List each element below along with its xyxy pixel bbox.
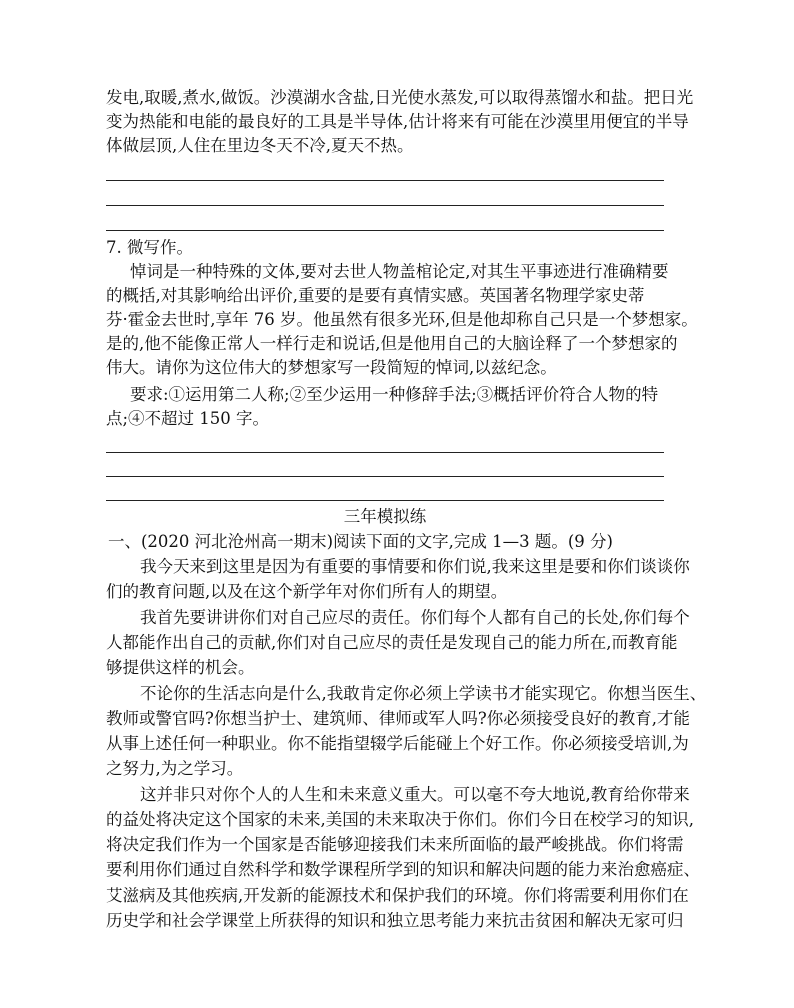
passage-line: 这并非只对你个人的人生和未来意义重大。可以毫不夸大地说,教育给你带来 — [140, 785, 690, 804]
intro-line-2: 变为热能和电能的最良好的工具是半导体,估计将来有可能在沙漠里用便宜的半导 — [106, 112, 689, 131]
q7-body-line: 芬·霍金去世时,享年 76 岁。他虽然有很多光环,但是他却称自己只是一个梦想家。 — [106, 310, 698, 329]
passage-line: 的益处将决定这个国家的未来,美国的未来取决于你们。你们今日在校学习的知识, — [106, 810, 694, 829]
passage-line: 人都能作出自己的贡献,你们对自己应尽的责任是发现自己的能力所在,而教育能 — [106, 633, 678, 652]
q7-body-line: 悼词是一种特殊的文体,要对去世人物盖棺论定,对其生平事迹进行准确精要 — [130, 262, 669, 281]
passage-line: 之努力,为之学习。 — [106, 759, 244, 778]
answer-line — [106, 500, 664, 501]
passage-line: 将决定我们作为一个国家是否能够迎接我们未来所面临的最严峻挑战。你们将需 — [106, 835, 684, 854]
answer-line — [106, 180, 664, 181]
part1-heading: 一、(2020 河北沧州高一期末)阅读下面的文字,完成 1—3 题。(9 分) — [108, 532, 613, 551]
question-7-title: 7. 微写作。 — [106, 238, 193, 257]
q7-requirement-line: 要求:①运用第二人称;②至少运用一种修辞手法;③概括评价符合人物的特 — [130, 385, 659, 404]
passage-line: 不论你的生活志向是什么,我敢肯定你必须上学读书才能实现它。你想当医生、 — [140, 684, 707, 703]
passage-line: 教师或警官吗?你想当护士、建筑师、律师或军人吗?你必须接受良好的教育,才能 — [106, 709, 690, 728]
q7-requirement-line: 点;④不超过 150 字。 — [106, 409, 270, 428]
passage-line: 从事上述任何一种职业。你不能指望辍学后能碰上个好工作。你必须接受培训,为 — [106, 734, 689, 753]
answer-line — [106, 452, 664, 453]
passage-line: 艾滋病及其他疾病,开发新的能源技术和保护我们的环境。你们将需要利用你们在 — [106, 886, 689, 905]
intro-line-3: 体做层顶,人住在里边冬天不冷,夏天不热。 — [106, 136, 414, 155]
passage-line: 要利用你们通过自然科学和数学课程所学到的知识和解决问题的能力来治愈癌症、 — [106, 860, 700, 879]
section-title: 三年模拟练 — [343, 507, 427, 526]
passage-line: 历史学和社会学课堂上所获得的知识和独立思考能力来抗击贫困和解决无家可归 — [106, 911, 684, 930]
passage-line: 我首先要讲讲你们对自己应尽的责任。你们每个人都有自己的长处,你们每个 — [140, 608, 690, 627]
q7-body-line: 是的,他不能像正常人一样行走和说话,但是他用自己的大脑诠释了一个梦想家的 — [106, 334, 678, 353]
passage-line: 们的教育问题,以及在这个新学年对你们所有人的期望。 — [106, 582, 508, 601]
answer-line — [106, 476, 664, 477]
q7-body-line: 的概括,对其影响给出评价,重要的是要有真情实感。英国著名物理学家史蒂 — [106, 286, 645, 305]
q7-body-line: 伟大。请你为这位伟大的梦想家写一段简短的悼词,以兹纪念。 — [106, 358, 557, 377]
intro-line-1: 发电,取暖,煮水,做饭。沙漠湖水含盐,日光使水蒸发,可以取得蒸馏水和盐。把日光 — [106, 88, 694, 107]
passage-line: 够提供这样的机会。 — [106, 658, 255, 677]
passage-line: 我今天来到这里是因为有重要的事情要和你们说,我来这里是要和你们谈谈你 — [140, 557, 690, 576]
answer-line — [106, 230, 664, 231]
answer-line — [106, 205, 664, 206]
